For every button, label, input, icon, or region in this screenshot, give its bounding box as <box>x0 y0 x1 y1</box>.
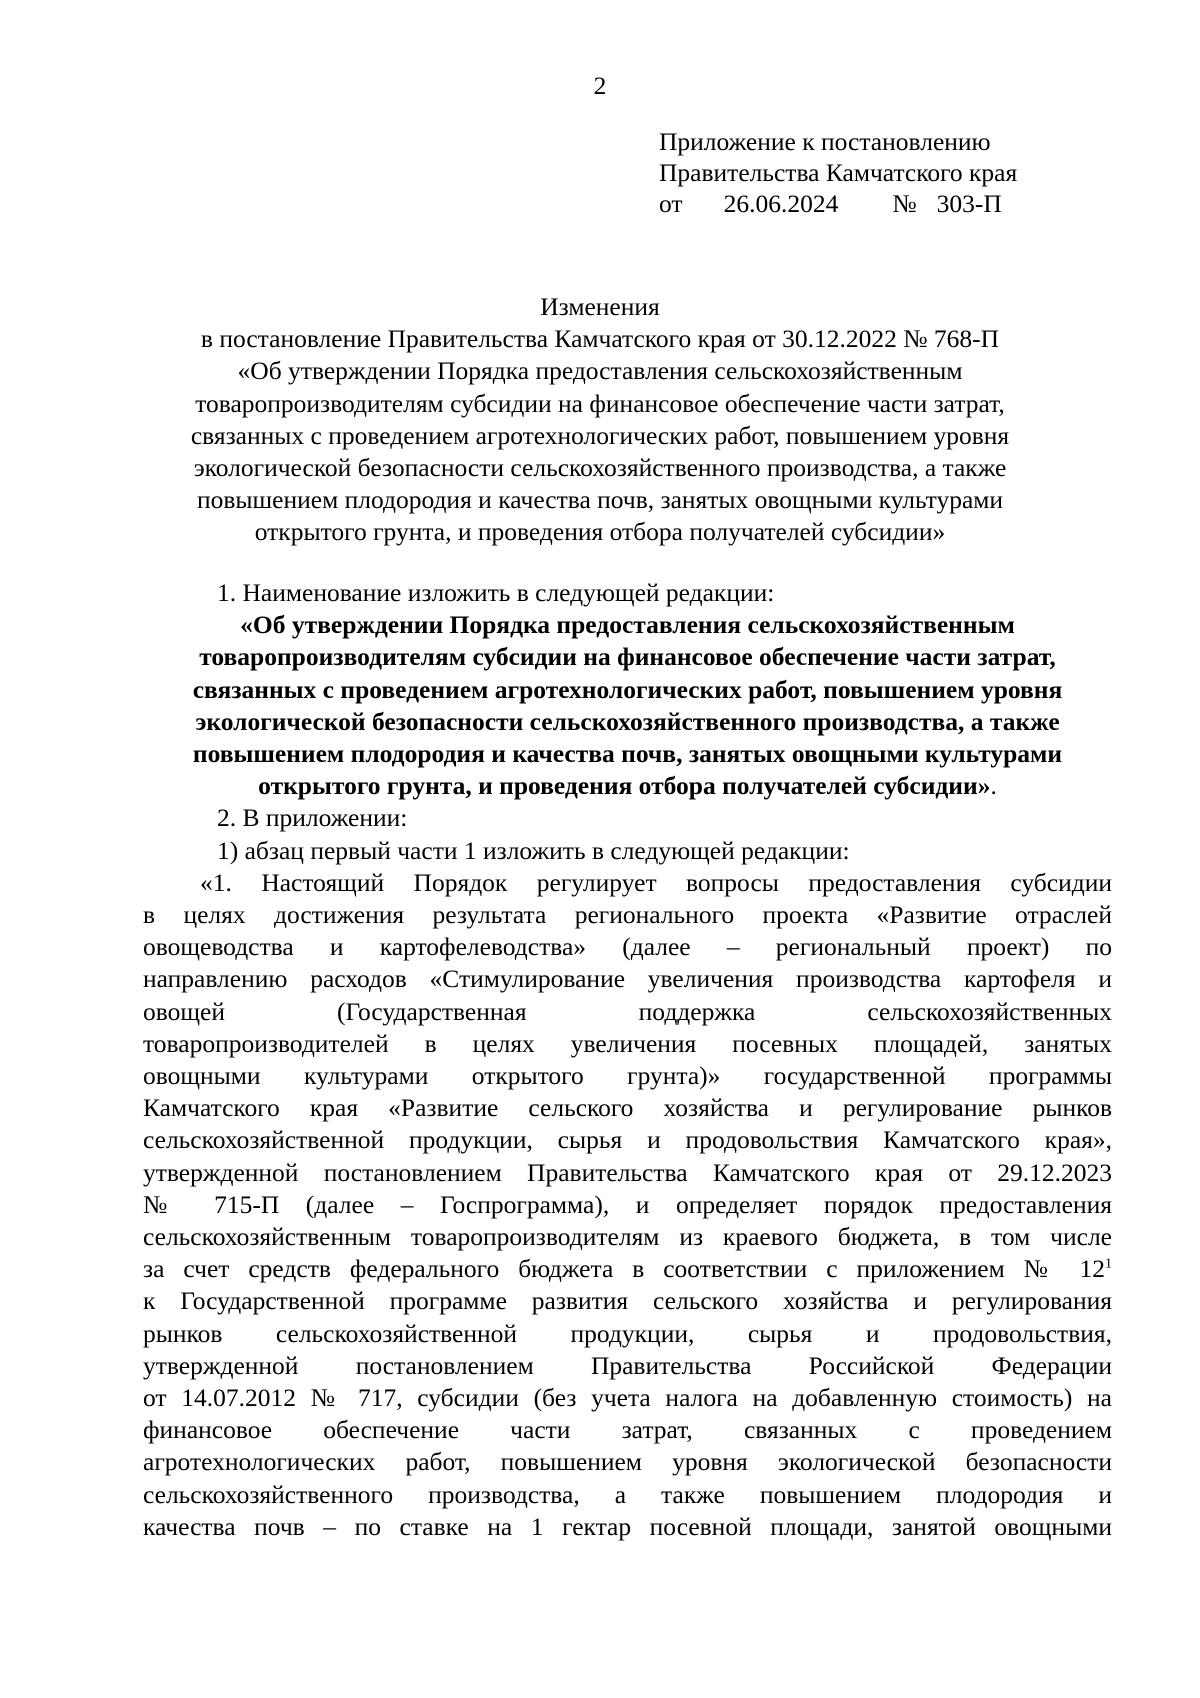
appendix-date-number <box>659 188 1017 219</box>
paragraph-line: «1. Настоящий Порядок регулирует вопросы предоставления субсидии <box>200 867 1112 897</box>
paragraph-line: сельскохозяйственной продукции, сырья и продовольствия Камчатского края», <box>143 1125 1112 1155</box>
title-line: связанных с проведением агротехнологических работ, повышением уровня <box>190 420 1010 450</box>
appendix-header <box>659 126 1017 219</box>
quoted-paragraph <box>143 867 1112 1543</box>
paragraph-line: финансовое обеспечение части затрат, связанных с проведением <box>143 1415 1112 1445</box>
new-name-line: «Об утверждении Порядка предоставления сельскохозяйственным <box>240 610 1015 640</box>
title-heading: Изменения <box>540 292 660 321</box>
new-name-line: повышением плодородия и качества почв, занятых овощными культурами <box>192 739 1063 769</box>
title-line: товаропроизводителям субсидии на финансовое обеспечение части затрат, <box>195 388 1005 418</box>
paragraph-line: к Государственной программе развития сельского хозяйства и регулирования <box>143 1286 1112 1316</box>
paragraph-line: от 14.07.2012 № 717, субсидии (без учета налога на добавленную стоимость) на <box>143 1383 1112 1413</box>
paragraph-line: за счет средств федерального бюджета в соответствии с приложением № 12 <box>143 1254 1105 1284</box>
new-name-last-line <box>143 770 1112 802</box>
page-number: 2 <box>593 71 607 100</box>
paragraph-line: сельскохозяйственного производства, а также повышением плодородия и <box>143 1479 1112 1509</box>
paragraph-line: агротехнологических работ, повышением уровня экологической безопасности <box>143 1447 1112 1477</box>
paragraph-line: утвержденной постановлением Правительства Российской Федерации <box>143 1350 1112 1380</box>
document-title <box>0 291 1200 549</box>
appendix-line-2: Правительства Камчатского края <box>659 158 1018 187</box>
title-line: «Об утверждении Порядка предоставления сельскохозяйственным <box>237 356 963 386</box>
title-line: открытого грунта, и проведения отбора получателей субсидии» <box>254 517 946 547</box>
new-name-line: открытого грунта, и проведения отбора получателей субсидии» <box>258 771 991 801</box>
paragraph-line: овощными культурами открытого грунта)» государственной программы <box>143 1061 1112 1091</box>
paragraph-line: овощеводства и картофелеводства» (далее – региональный проект) по <box>143 932 1112 962</box>
number-sign: № <box>892 189 917 218</box>
from-label: от <box>659 189 683 218</box>
resolution-date: 26.06.2024 <box>723 189 839 218</box>
appendix-line-1: Приложение к постановлению <box>659 127 991 156</box>
item-2-sub-1: 1) абзац первый части 1 изложить в следующей редакции: <box>217 835 850 865</box>
paragraph-line: рынков сельскохозяйственной продукции, сырья и продовольствия, <box>143 1318 1112 1348</box>
paragraph-line: товаропроизводителей в целях увеличения посевных площадей, занятых <box>143 1028 1112 1058</box>
paragraph-line-with-superscript <box>143 1253 1112 1285</box>
title-line: повышением плодородия и качества почв, занятых овощными культурами <box>196 485 1004 515</box>
paragraph-line: овощей (Государственная поддержка сельскохозяйственных <box>143 996 1112 1026</box>
new-name-line: товаропроизводителям субсидии на финансовое обеспечение части затрат, <box>199 642 1056 672</box>
paragraph-line: качества почв – по ставке на 1 гектар посевной площади, занятой овощными <box>143 1511 1112 1541</box>
trailing-period: . <box>990 771 997 801</box>
paragraph-line: сельскохозяйственным товаропроизводителям из краевого бюджета, в том числе <box>143 1222 1112 1252</box>
paragraph-line: направлению расходов «Стимулирование увеличения производства картофеля и <box>143 964 1112 994</box>
superscript-mark: 1 <box>1105 1256 1112 1272</box>
title-line: в постановление Правительства Камчатского края от 30.12.2022 № 768-П <box>200 324 1000 354</box>
item-1-intro: 1. Наименование изложить в следующей редакции: <box>217 578 775 607</box>
resolution-number: 303-П <box>936 189 1002 218</box>
document-body <box>143 577 1112 1543</box>
paragraph-line: в целях достижения результата регионального проекта «Развитие отраслей <box>143 900 1112 930</box>
paragraph-line: Камчатского края «Развитие сельского хозяйства и регулирование рынков <box>143 1093 1112 1123</box>
new-name-line: экологической безопасности сельскохозяйственного производства, а также <box>195 706 1060 736</box>
new-name-line: связанных с проведением агротехнологических работ, повышением уровня <box>192 674 1063 704</box>
item-2-intro: 2. В приложении: <box>217 803 408 833</box>
title-line: экологической безопасности сельскохозяйственного производства, а также <box>193 453 1007 483</box>
new-name-block <box>143 609 1112 802</box>
paragraph-line: № 715-П (далее – Госпрограмма), и определяет порядок предоставления <box>143 1189 1112 1219</box>
paragraph-line: утвержденной постановлением Правительства Камчатского края от 29.12.2023 <box>143 1157 1112 1187</box>
